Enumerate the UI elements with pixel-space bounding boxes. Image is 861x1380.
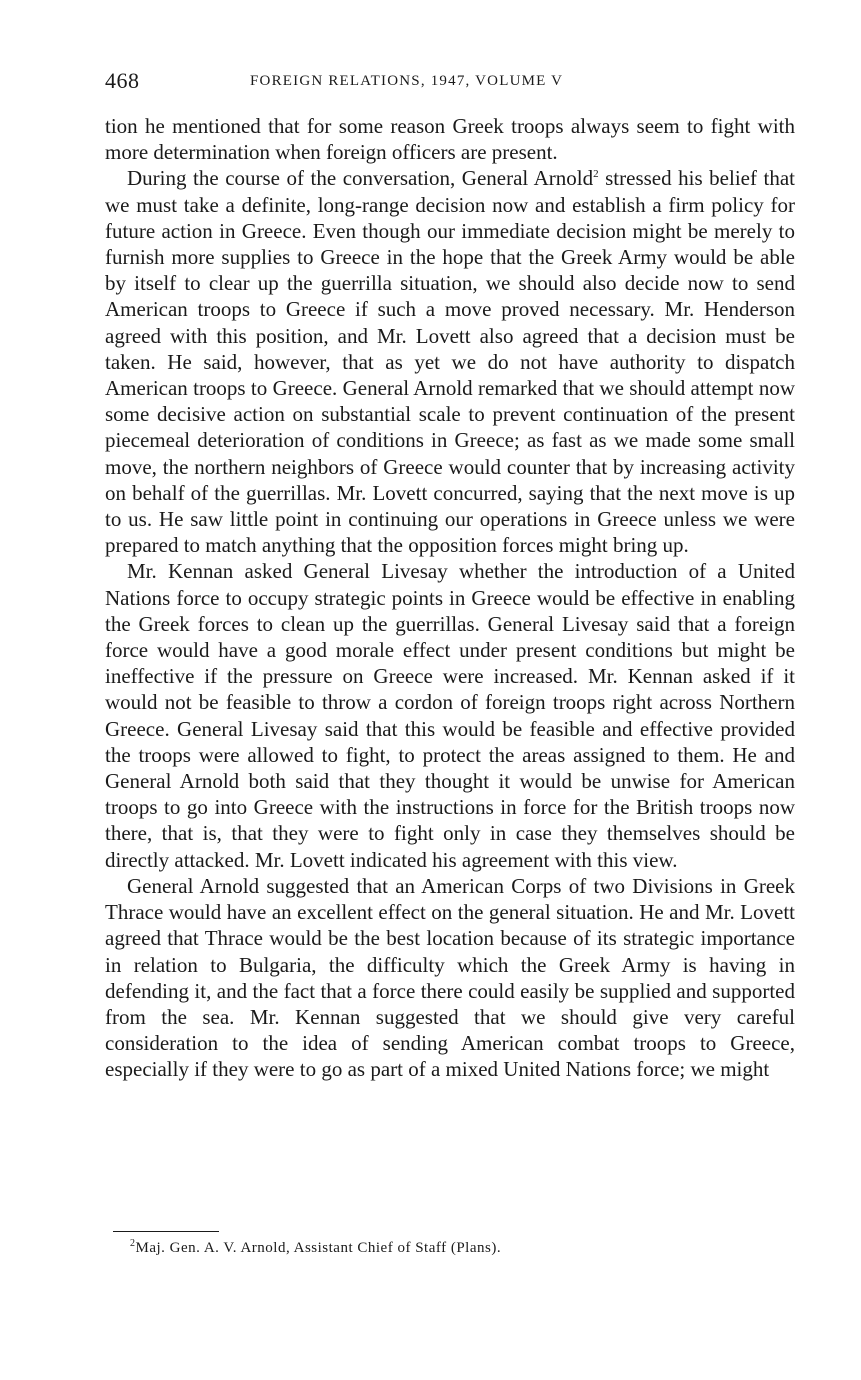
paragraph-text: General Arnold suggested that an American Corps of two Divisions in Greek Thrace would have an excellent effect on the general situation. He and Mr. Lovett agreed that Thrace would be the best location because of its strategic importance in relation to Bulgaria, the difficulty which the Greek Army is having in defending it, and the fact that a force there could easily be supplied and supported from the sea. Mr. Kennan suggested that we should give very careful consideration to the idea of sending American combat troops to Greece, especially if they were to go as part of a mixed United Nations force; we might: [105, 873, 795, 1082]
paragraph-text: tion he mentioned that for some reason Greek troops always seem to fight with more determination when foreign officers are present.: [105, 114, 795, 165]
footnote: [130, 1240, 501, 1257]
paragraph-text-after-ref: stressed his belief that we must take a definite, long-range decision now and establish a firm policy for future action in Greece. Even though our immediate decision might be merely to furnish more supplies to Greece in the hope that the Greek Army would be able by itself to clear up the guerrilla situation, we should also decide now to send American troops to Greece if such a move proved necessary. Mr. Henderson agreed with this position, and Mr. Lovett also agreed that a decision must be taken. He said, however, that as yet we do not have authority to dispatch American troops to Greece. General Arnold remarked that we should attempt now some decisive action on substantial scale to prevent continuation of the present piecemeal deterioration of conditions in Greece; as fast as we made some small move, the northern neighbors of Greece would counter that by increasing activity on behalf of the guerrillas. Mr. Lovett concurred, saying that the next move is up to us. He saw little point in continuing our operations in Greece unless we were prepared to match anything that the opposition forces might bring up.: [105, 166, 795, 558]
paragraph-text: Mr. Kennan asked General Livesay whether the introduction of a United Nations force to occupy strategic points in Greece would be effective in enabling the Greek forces to clean up the guerrillas. General Livesay said that a foreign force would have a good morale effect under present conditions but might be ineffective if the pressure on Greece were increased. Mr. Kennan asked if it would not be feasible to throw a cordon of foreign troops right across Northern Greece. General Livesay said that this would be feasible and effective provided the troops were allowed to fight, to protect the areas assigned to them. He and General Arnold both said that they thought it would be unwise for American troops to go into Greece with the instructions in force for the British troops now there, that is, that they were to fight only in case they themselves should be directly attacked. Mr. Lovett indicated his agreement with this view.: [105, 559, 795, 872]
footnote-reference: 2: [593, 168, 599, 181]
body-text: [105, 113, 795, 1083]
paragraph-2: [105, 165, 795, 558]
paragraph-3: [105, 558, 795, 872]
footnote-text: Maj. Gen. A. V. Arnold, Assistant Chief of Staff (Plans).: [135, 1240, 502, 1256]
page-header: [105, 68, 795, 98]
footnote-mark: 2: [130, 1238, 136, 1249]
paragraph-4: [105, 873, 795, 1083]
page-number: 468: [105, 68, 140, 93]
footnote-divider: [113, 1231, 219, 1232]
running-head: FOREIGN RELATIONS, 1947, VOLUME V: [250, 73, 564, 89]
paragraph-1: [105, 113, 795, 165]
paragraph-text-before-ref: During the course of the conversation, General Arnold: [127, 166, 594, 191]
